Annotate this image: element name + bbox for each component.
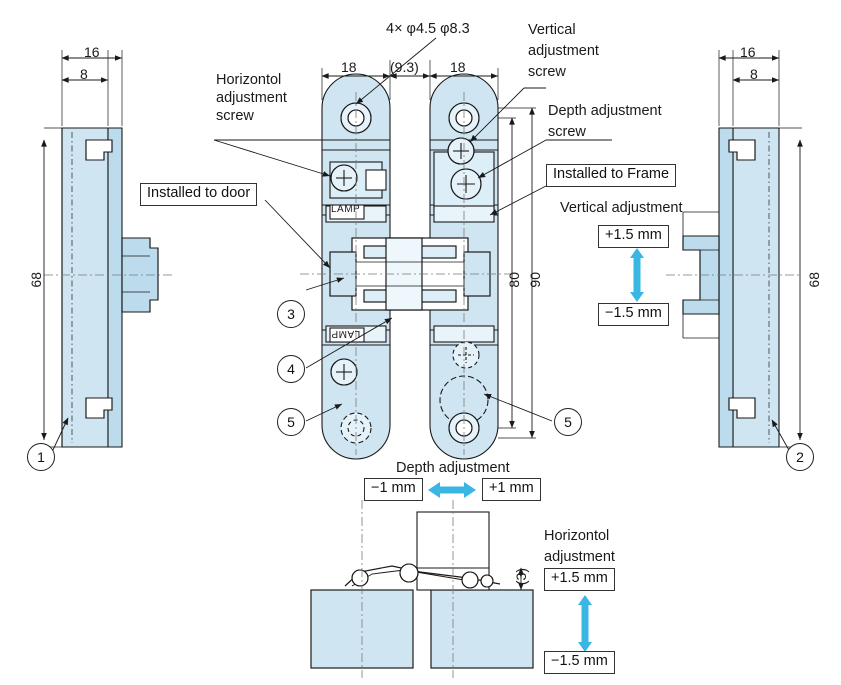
dim-center-18-right: 18 [450, 59, 466, 75]
dim-center-18-left: 18 [341, 59, 357, 75]
callout-5-left: 5 [277, 408, 305, 436]
horizontal-adjustment-screw-label-line2: adjustment [216, 90, 287, 106]
bottom-section-view [311, 512, 533, 668]
dim-center-80: 80 [506, 272, 522, 288]
vertical-adjustment-screw-label-line2: adjustment [528, 43, 599, 59]
dim-right-8: 8 [750, 66, 758, 82]
horizontal-adjustment-plus: +1.5 mm [544, 568, 615, 591]
vertical-adjustment-plus: +1.5 mm [598, 225, 669, 248]
dim-center-90: 90 [527, 272, 543, 288]
installed-to-frame-label: Installed to Frame [546, 164, 676, 187]
right-side-view [683, 128, 779, 447]
callout-3: 3 [277, 300, 305, 328]
horizontal-adjustment-title-line2: adjustment [544, 549, 615, 565]
dim-bottom-3: (3) [513, 568, 529, 586]
depth-adjustment-minus: −1 mm [364, 478, 423, 501]
dim-right-68: 68 [806, 272, 822, 288]
hole-spec-label: 4× φ4.5 φ8.3 [386, 21, 470, 37]
dim-left-8: 8 [80, 66, 88, 82]
vertical-adjustment-screw-label-line3: screw [528, 64, 566, 80]
dim-center-gap: (9.3) [390, 59, 419, 75]
depth-adjustment-title: Depth adjustment [396, 460, 510, 476]
horizontal-adjustment-screw-label-line3: screw [216, 108, 254, 124]
dim-left-68: 68 [28, 272, 44, 288]
brand-mark-bottom: LAMP [331, 328, 361, 340]
dim-right-16: 16 [740, 44, 756, 60]
part-number-2: 2 [786, 443, 814, 471]
vertical-adjustment-title: Vertical adjustment [560, 200, 683, 216]
vertical-adjustment-minus: −1.5 mm [598, 303, 669, 326]
horizontal-adjustment-screw-label-line1: Horizontol [216, 72, 282, 88]
part-number-1: 1 [27, 443, 55, 471]
vertical-adjustment-screw-label-line1: Vertical [528, 22, 576, 38]
callout-4: 4 [277, 355, 305, 383]
horizontal-adjustment-minus: −1.5 mm [544, 651, 615, 674]
brand-mark-top: LAMP [331, 204, 361, 215]
depth-adjustment-plus: +1 mm [482, 478, 541, 501]
left-side-view [62, 128, 158, 447]
depth-adjustment-screw-label-line2: screw [548, 124, 586, 140]
depth-adjustment-screw-label-line1: Depth adjustment [548, 103, 662, 119]
callout-5-right: 5 [554, 408, 582, 436]
installed-to-door-label: Installed to door [140, 183, 257, 206]
center-front-view [322, 74, 498, 459]
dim-left-16: 16 [84, 44, 100, 60]
horizontal-adjustment-title-line1: Horizontol [544, 528, 610, 544]
